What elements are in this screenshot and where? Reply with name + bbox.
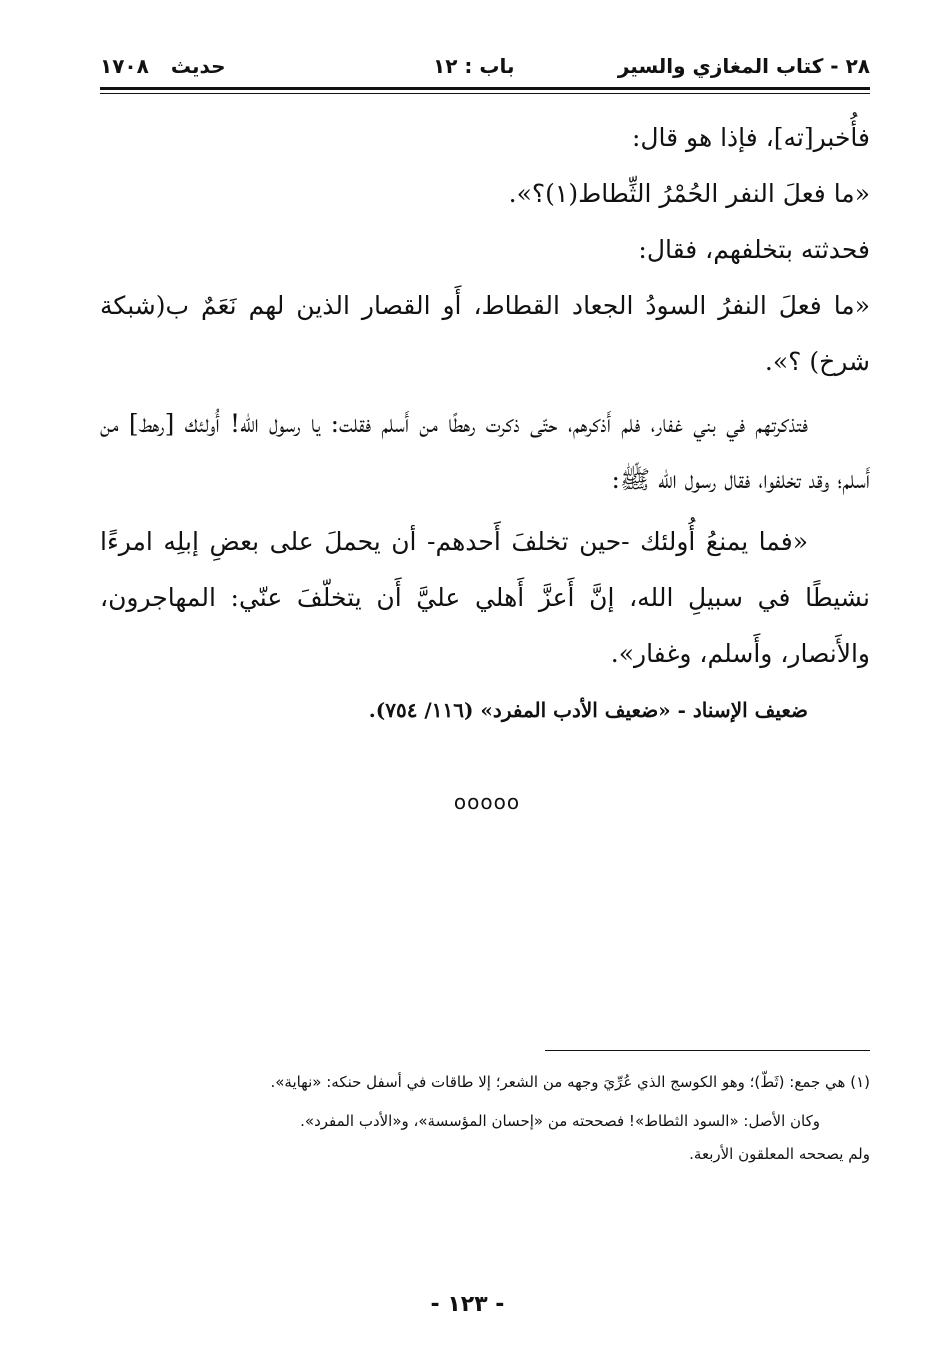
page-number: - ١٢٣ - [430,1292,505,1317]
chapter-label: باب : ١٢ [433,54,515,78]
prophet-quote: «فما يمنعُ أُولئك -حين تخلفَ أَحدهم- أن يحملَ على بعضِ إبلِه امرءًا نشيطًا في سبيلِ الله، إنَّ أَعزَّ أَهلي عليَّ أَن يتخلّفَ عنّي: المهاجرون، والأَنصار، وأَسلم، وغفار». [100,527,870,668]
footnote-note: ولم يصححه المعلقون الأربعة. [689,1145,870,1163]
header-rule-thick [100,87,870,90]
prophet-quote: «ما فعلَ النفرُ السودُ الجعاد القطاط، أَو القصار الذين لهم نَعَمٌ ب(شبكة شرخ) ؟». [100,291,870,376]
running-header [100,54,870,88]
footnote-note: وكان الأصل: «السود الثطاط»! فصححته من «إحسان المؤسسة»، و«الأدب المفرد». [300,1112,820,1130]
book-title: ٢٨ - كتاب المغازي والسير [617,54,870,78]
hadith-number: ١٧٠٨ [100,54,149,78]
narration-paragraph: فتذكرتهم في بني غفار، فلم أَذكرهم، حتّى ذكرت رهطًا من أَسلم فقلت: يا رسول الله! أُولئك [رهط] من أَسلم؛ وقد تخلفوا، فقال رسول الله ﷺ: [100,409,870,494]
prophet-quote: «ما فعلَ النفر الحُمْرُ الثِّطاط(١)؟». [508,179,870,208]
hadith-grading: ضعيف الإسناد - «ضعيف الأدب المفرد» (١١٦/ ٧٥٤). [368,698,808,722]
hadith-text [100,110,870,728]
hadith-label: حديث [170,54,226,78]
hadith-reference [100,54,225,78]
header-rule-thin [100,93,870,94]
narration-line: فحدثته بتخلفهم، فقال: [638,235,870,264]
footnotes [100,1066,870,1171]
footnote-rule [545,1050,870,1051]
footnote-1: (١) هي جمع: (ثَطّ)؛ وهو الكوسج الذي عُرِّيَ وجهه من الشعر؛ إلا طاقات في أسفل حنكه: «نهاية». [270,1073,870,1091]
narration-line: فأُخبر[ته]، فإذا هو قال: [631,123,870,152]
section-separator: ooooo [453,790,521,814]
